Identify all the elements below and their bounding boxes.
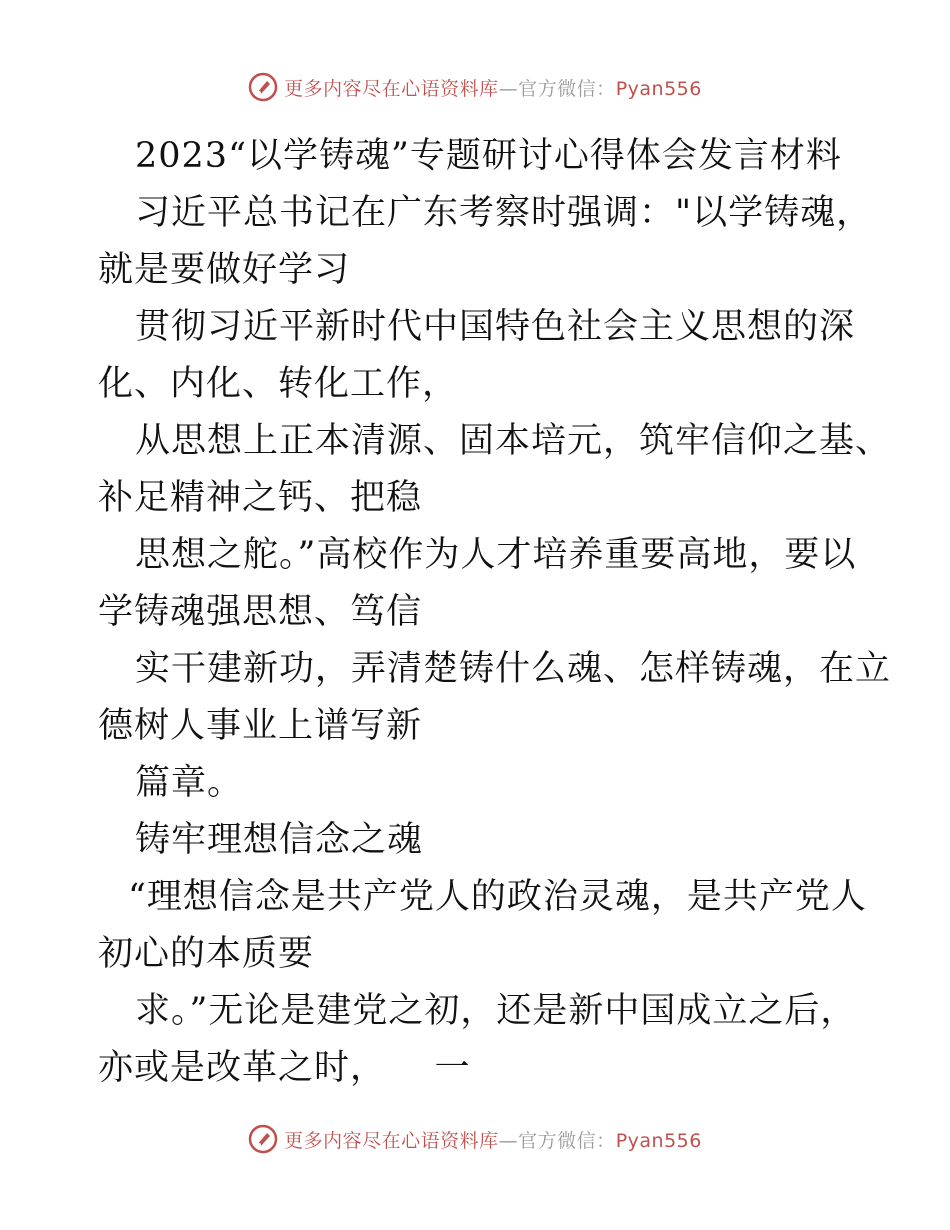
paragraph-line: 从思想上正本清源、固本培元，筑牢信仰之基、: [135, 421, 892, 461]
paragraph-line: 德树人事业上谱写新: [98, 706, 423, 746]
pen-nib-logo-icon: [248, 72, 278, 102]
document-body: [98, 128, 892, 1097]
watermark-text: [284, 1126, 702, 1153]
pen-nib-logo-icon: [248, 1124, 278, 1154]
paragraph-line: “理想信念是共产党人的政治灵魂，是共产党人: [128, 877, 867, 917]
paragraph-line: 习近平总书记在广东考察时强调："以学铸魂，: [135, 193, 873, 233]
paragraph-line: 就是要做好学习: [98, 250, 351, 290]
watermark-text: [284, 74, 702, 101]
paragraph-line: 思想之舵。”高校作为人才培养重要高地，要以: [135, 535, 857, 575]
footer-watermark: [0, 1124, 950, 1154]
paragraph-line: 亦或是改革之时， 一: [98, 1048, 471, 1088]
watermark-dash: —: [498, 1129, 519, 1152]
watermark-wechat-id: Pyan556: [615, 1129, 702, 1152]
watermark-site-text: 更多内容尽在心语资料库: [284, 77, 499, 100]
paragraph-line: 补足精神之钙、把稳: [98, 478, 423, 518]
paragraph-line: 实干建新功，弄清楚铸什么魂、怎样铸魂，在立: [135, 649, 892, 689]
document-title: 2023“以学铸魂”专题研讨心得体会发言材料: [135, 136, 842, 176]
watermark-official-text: 官方微信：: [518, 77, 616, 100]
watermark-dash: —: [498, 77, 519, 100]
paragraph-line: 求。”无论是建党之初，还是新中国成立之后，: [135, 991, 857, 1031]
paragraph-line: 化、内化、转化工作，: [98, 364, 459, 404]
watermark-official-text: 官方微信：: [518, 1129, 616, 1152]
paragraph-line: 贯彻习近平新时代中国特色社会主义思想的深: [135, 307, 856, 347]
paragraph-line: 初心的本质要: [98, 934, 315, 974]
watermark-wechat-id: Pyan556: [615, 77, 702, 100]
header-watermark: [0, 72, 950, 102]
paragraph-line: 学铸魂强思想、笃信: [98, 592, 423, 632]
paragraph-line: 篇章。: [135, 763, 244, 803]
section-heading: 铸牢理想信念之魂: [135, 820, 424, 860]
watermark-site-text: 更多内容尽在心语资料库: [284, 1129, 499, 1152]
